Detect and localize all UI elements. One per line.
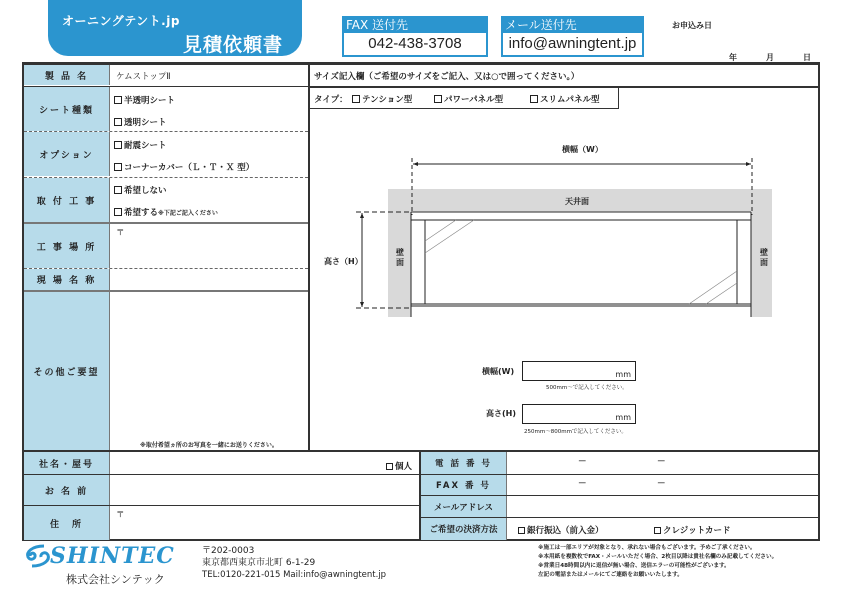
other-requests-field[interactable] <box>111 292 307 438</box>
address-label: 住 所 <box>24 506 110 540</box>
size-header: サイズ記入欄（ご希望のサイズをご記入、又は○で囲ってください。） <box>314 72 580 82</box>
width-arrow-svg <box>410 155 754 215</box>
checkbox[interactable] <box>386 463 393 470</box>
fax-sep-1: － <box>578 479 587 489</box>
payment-label: ご希望の決済方法 <box>421 518 507 540</box>
date-month-unit: 月 <box>766 53 774 62</box>
site-name: オーニングテント.jp <box>62 14 180 28</box>
apply-date-label: お申込み日 <box>672 21 712 30</box>
checkbox[interactable] <box>530 95 538 103</box>
width-input[interactable] <box>522 361 636 381</box>
fax-label: FAX 番 号 <box>421 475 507 495</box>
option-label: 希望しない <box>124 186 167 196</box>
mail-address: info@awningtent.jp <box>508 35 637 52</box>
option-label: オプション <box>24 132 110 176</box>
option-label: テンション型 <box>362 95 413 105</box>
ceiling-label: 天井面 <box>565 197 589 206</box>
company-postal: 〒202-0003 <box>202 546 255 556</box>
option-seismic-sheet[interactable] <box>114 139 167 151</box>
note-line: ※施工は一部エリアが対象となり、承れない場合もございます。予めご了承ください。 <box>538 545 756 551</box>
sheet-type-label: シート種類 <box>24 87 110 131</box>
type-slim-panel[interactable] <box>530 93 600 105</box>
date-year-unit: 年 <box>729 53 737 62</box>
option-label: 個人 <box>395 462 413 472</box>
company-contact: TEL:0120-221-015 Mail:info@awningtent.jp <box>202 570 387 580</box>
checkbox[interactable] <box>654 527 661 534</box>
name-label: お 名 前 <box>24 475 110 505</box>
company-field[interactable] <box>111 452 418 474</box>
site-name-field[interactable] <box>111 269 307 290</box>
fax-number: 042-438-3708 <box>368 35 462 52</box>
product-label: 製 品 名 <box>24 65 110 85</box>
width-label: 横幅（W） <box>562 145 603 154</box>
company-label: 社名・屋号 <box>24 452 110 474</box>
payment-bank-transfer[interactable] <box>518 524 604 536</box>
width-unit: mm <box>615 370 631 379</box>
address-postal-mark: 〒 <box>116 510 125 520</box>
checkbox[interactable] <box>352 95 360 103</box>
site-name-label: 現 場 名 称 <box>24 269 110 290</box>
option-label: 透明シート <box>124 118 167 128</box>
height-label: 高さ（H） <box>324 257 363 266</box>
option-label: 半透明シート <box>124 96 176 106</box>
option-label: パワーパネル型 <box>444 95 504 105</box>
right-wall-label: 壁面 <box>760 248 768 267</box>
checkbox[interactable] <box>114 186 122 194</box>
payment-credit-card[interactable] <box>654 524 731 536</box>
checkbox[interactable] <box>114 163 122 171</box>
mail-destination-label: メール送付先 <box>503 18 642 33</box>
option-label: 耐震シート <box>124 141 167 151</box>
fax-destination-box <box>342 16 488 57</box>
date-day-unit: 日 <box>803 53 811 62</box>
phone-sep-1: － <box>578 457 587 467</box>
footer-notes <box>538 544 777 580</box>
type-power-panel[interactable] <box>434 93 503 105</box>
shintec-logo: SHINTEC <box>50 543 175 569</box>
email-label: メールアドレス <box>421 496 507 517</box>
sheet-option-semi-transparent[interactable] <box>114 94 175 106</box>
site-postal-mark: 〒 <box>116 228 125 238</box>
height-unit: mm <box>615 413 631 422</box>
phone-label: 電 話 番 号 <box>421 452 507 474</box>
site-address-label: 工 事 場 所 <box>24 224 110 268</box>
checkbox[interactable] <box>518 527 525 534</box>
address-field[interactable] <box>111 518 418 540</box>
sheet-option-transparent[interactable] <box>114 116 167 128</box>
fax-destination-label: FAX 送付先 <box>344 18 486 33</box>
product-value: ケムストップⅡ <box>116 72 171 82</box>
checkbox[interactable] <box>114 208 122 216</box>
install-label: 取 付 工 事 <box>24 178 110 222</box>
option-corner-cover[interactable] <box>114 161 254 173</box>
checkbox[interactable] <box>434 95 442 103</box>
photo-note: ※取付希望ヵ所のお写真を一緒にお送りください。 <box>140 442 278 449</box>
individual-option[interactable] <box>386 460 412 472</box>
height-dimension <box>356 209 412 311</box>
note-line: 左記の電話またはメールにてご連絡をお願いいたします。 <box>538 572 683 578</box>
width-dimension <box>410 155 754 215</box>
column-divider <box>308 64 310 451</box>
type-label: タイプ： <box>314 95 348 105</box>
company-address: 東京都西東京市北町 6-1-29 <box>202 558 316 568</box>
fax-sep-2: － <box>657 479 666 489</box>
checkbox[interactable] <box>114 96 122 104</box>
height-note: 250mm～800mmで記入してください。 <box>524 429 627 435</box>
other-requests-label: その他ご要望 <box>24 292 110 450</box>
left-wall-label: 壁面 <box>396 248 404 267</box>
option-label: 希望する <box>124 208 159 218</box>
site-address-field[interactable] <box>111 237 307 267</box>
height-input[interactable] <box>522 404 636 424</box>
page-title: 見積依頼書 <box>183 34 284 56</box>
height-arrow-svg <box>356 209 412 311</box>
option-label: スリムパネル型 <box>540 95 600 105</box>
width-input-label: 横幅(W) <box>482 367 515 376</box>
note-line: ※営業日48時間以内に返信が無い場合、送信エラーの可能性がございます。 <box>538 563 730 569</box>
install-option-yes[interactable] <box>114 206 218 218</box>
company-name: 株式会社シンテック <box>66 573 165 586</box>
option-label: 銀行振込（前入金） <box>527 526 604 536</box>
checkbox[interactable] <box>114 118 122 126</box>
email-field[interactable] <box>508 496 819 517</box>
install-note: ※下記ご記入ください <box>158 210 218 217</box>
mail-destination-box <box>501 16 644 57</box>
phone-sep-2: － <box>657 457 666 467</box>
option-label: クレジットカード <box>663 526 731 536</box>
height-input-label: 高さ(H) <box>486 409 517 418</box>
name-field[interactable] <box>111 475 418 505</box>
type-tension[interactable] <box>352 93 412 105</box>
checkbox[interactable] <box>114 141 122 149</box>
width-note: 500mm～で記入してください。 <box>546 385 628 391</box>
note-line: ※本用紙を複数枚でFAX・メールいただく場合、2枚目以降は貴社名欄のみ記載してください。 <box>538 554 778 560</box>
option-label: コーナーカバー（Ｌ・Ｔ・Ｘ 型） <box>124 163 255 173</box>
install-option-no[interactable] <box>114 184 167 196</box>
